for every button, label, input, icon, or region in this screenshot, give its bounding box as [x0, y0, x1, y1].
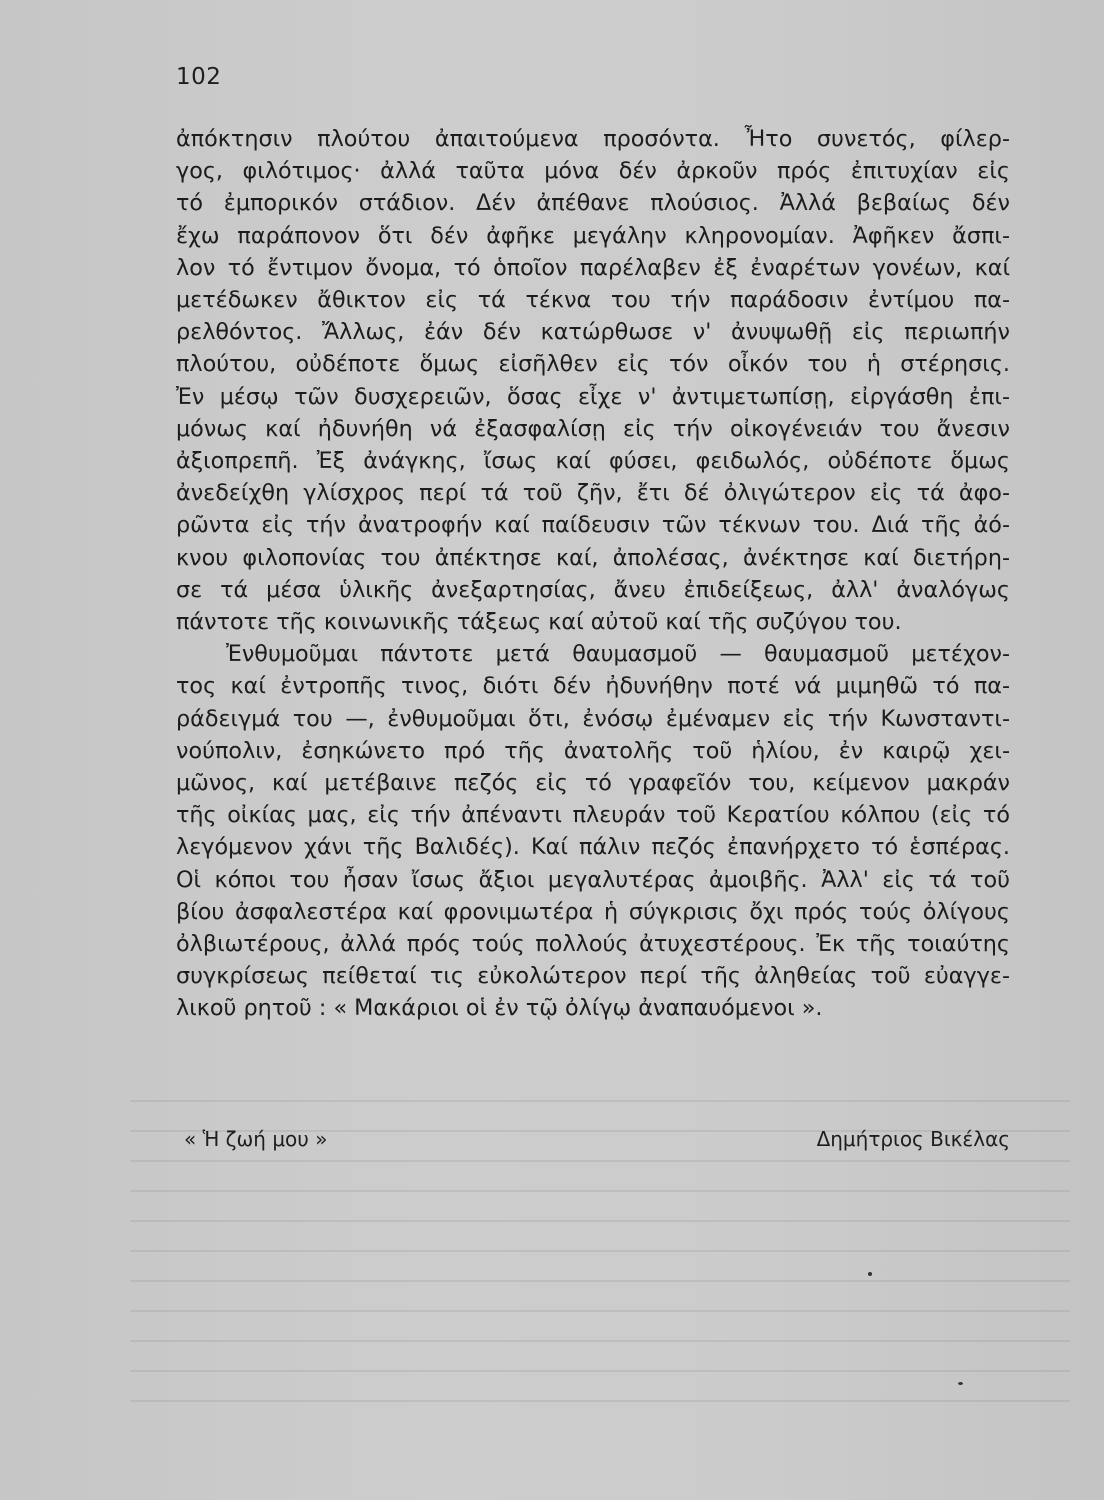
text-line: ἀνεδείχθη γλίσχρος περί τά τοῦ ζῆν, ἔτι δέ ὀλιγώτερον εἰς τά ἀφο- [176, 480, 1010, 507]
text-line: συγκρίσεως πείθεταί τις εὐκολώτερον περί τῆς ἀληθείας τοῦ εὐαγγε- [176, 963, 1010, 990]
text-line: κνου φιλοπονίας του ἀπέκτησε καί, ἀπολέσας, ἀνέκτησε καί διετήρη- [176, 544, 1010, 571]
text-line: λικοῦ ρητοῦ : « Μακάριοι οἱ ἐν τῷ ὀλίγῳ ἀναπαυόμενοι ». [176, 995, 823, 1022]
text-line: ρελθόντος. Ἄλλως, ἐάν δέν κατώρθωσε ν' ἀνυψωθῇ εἰς περιωπήν [176, 319, 1010, 346]
text-line: ράδειγμά του —, ἐνθυμοῦμαι ὅτι, ἐνόσῳ ἐμέναμεν εἰς τήν Κωνσταντι- [176, 705, 1010, 732]
text-line: σε τά μέσα ὑλικῆς ἀνεξαρτησίας, ἄνευ ἐπιδείξεως, ἀλλ' ἀναλόγως [176, 576, 1010, 603]
text-line: Ἐνθυμοῦμαι πάντοτε μετά θαυμασμοῦ — θαυμασμοῦ μετέχον- [226, 641, 1010, 668]
paper-speck [958, 1382, 963, 1385]
text-line: νούπολιν, ἐσηκώνετο πρό τῆς ἀνατολῆς τοῦ ἡλίου, ἐν καιρῷ χει- [176, 737, 1010, 764]
text-line: μῶνος, καί μετέβαινε πεζός εἰς τό γραφεῖόν του, κείμενον μακράν [176, 770, 1010, 797]
text-line: ἔχω παράπονον ὅτι δέν ἀφῆκε μεγάλην κληρονομίαν. Ἀφῆκεν ἄσπι- [176, 222, 1010, 249]
text-line: μετέδωκεν ἄθικτον εἰς τά τέκνα του τήν παράδοσιν ἐντίμου πα- [176, 287, 1010, 314]
text-line: ὀλβιωτέρους, ἀλλά πρός τούς πολλούς ἀτυχεστέρους. Ἐκ τῆς τοιαύτης [176, 931, 1010, 958]
text-line: πάντοτε τῆς κοινωνικῆς τάξεως καί αὐτοῦ καί τῆς συζύγου του. [176, 609, 902, 636]
text-line: ἀξιοπρεπῆ. Ἐξ ἀνάγκης, ἴσως καί φύσει, φειδωλός, οὐδέποτε ὅμως [176, 448, 1010, 475]
attribution [184, 1127, 1010, 1151]
author-name: Δημήτριος Βικέλας [816, 1127, 1010, 1151]
text-line: τό ἐμπορικόν στάδιον. Δέν ἀπέθανε πλούσιος. Ἀλλά βεβαίως δέν [176, 190, 1010, 217]
text-line: τῆς οἰκίας μας, εἰς τήν ἀπέναντι πλευράν τοῦ Κερατίου κόλπου (εἰς τό [176, 802, 1010, 829]
paper-speck [868, 1272, 872, 1276]
text-line: τος καί ἐντροπῆς τινος, διότι δέν ἠδυνήθην ποτέ νά μιμηθῶ τό πα- [176, 673, 1010, 700]
text-line: πλούτου, οὐδέποτε ὅμως εἰσῆλθεν εἰς τόν οἶκόν του ἡ στέρησις. [176, 351, 1010, 378]
text-line: ρῶντα εἰς τήν ἀνατροφήν καί παίδευσιν τῶν τέκνων του. Διά τῆς ἀό- [176, 512, 1010, 539]
text-line: μόνως καί ἠδυνήθη νά ἐξασφαλίσῃ εἰς τήν οἰκογένειάν του ἄνεσιν [176, 415, 1010, 442]
text-line: λεγόμενον χάνι τῆς Βαλιδές). Καί πάλιν πεζός ἐπανήρχετο τό ἑσπέρας. [176, 834, 1010, 861]
text-line: γος, φιλότιμος· ἀλλά ταῦτα μόνα δέν ἀρκοῦν πρός ἐπιτυχίαν εἰς [176, 158, 1010, 185]
text-line: βίου ἀσφαλεστέρα καί φρονιμωτέρα ἡ σύγκρισις ὄχι πρός τούς ὀλίγους [176, 898, 1010, 925]
text-line: λον τό ἔντιμον ὄνομα, τό ὁποῖον παρέλαβεν ἐξ ἐναρέτων γονέων, καί [176, 254, 1010, 281]
body-text [176, 123, 1010, 1025]
text-line: Ἐν μέσῳ τῶν δυσχερειῶν, ὅσας εἶχε ν' ἀντιμετωπίσῃ, εἰργάσθη ἐπι- [176, 383, 1010, 410]
source-title: « Ἡ ζωή μου » [184, 1127, 328, 1151]
text-line: Οἱ κόποι του ἦσαν ἴσως ἄξιοι μεγαλυτέρας ἀμοιβῆς. Ἀλλ' εἰς τά τοῦ [176, 866, 1010, 893]
text-line: ἀπόκτησιν πλούτου ἀπαιτούμενα προσόντα. Ἦτο συνετός, φίλερ- [176, 126, 1010, 152]
page-number: 102 [176, 64, 222, 90]
